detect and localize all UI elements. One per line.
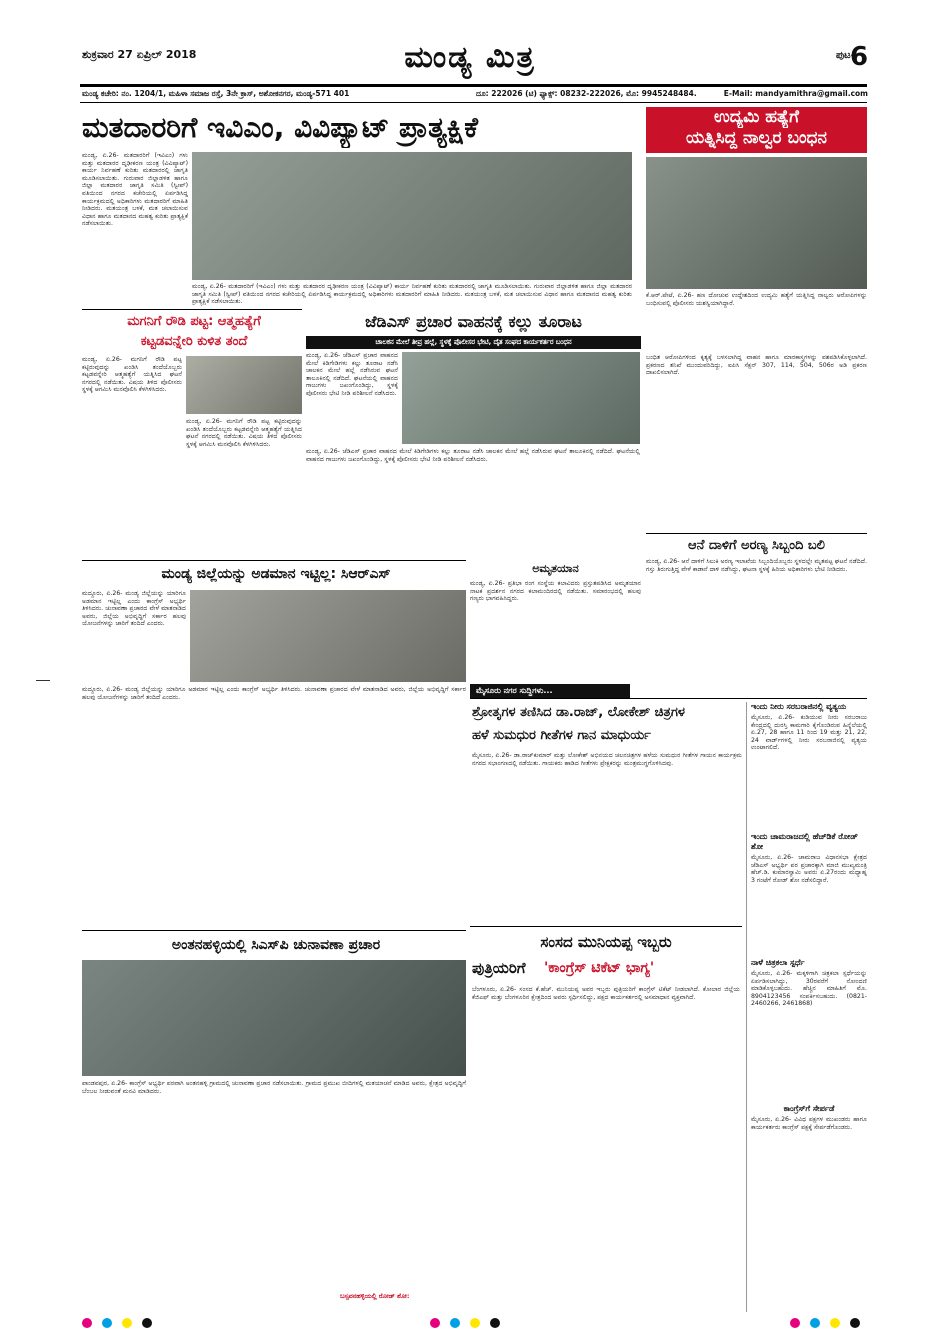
murder-caption: ಕೆ.ಆರ್.ಪೇಟೆ, ಏ.26- ಹಣ ದೋಚುವ ಉದ್ದೇಶದಿಂದ ಉದ್ಯಮಿ ಹತ್ಯೆಗೆ ಯತ್ನಿಸಿದ್ದ ನಾಲ್ವರು ಆರೋಪಿಗಳನ್ನು ಬಂಧಿಸುವಲ್ಲಿ ಪೊಲೀಸರು ಯಶಸ್ವಿಯಾಗಿದ್ದಾರೆ. xyxy=(646,292,867,307)
jds-subheadline: ಚಾಲಕನ ಮೇಲೆ ತೀವ್ರ ಹಲ್ಲೆ, ಸ್ಥಳಕ್ಕೆ ಪೊಲೀಸರ ಭೇಟಿ, ದೈತ ಸಂಘದ ಕಾರ್ಯಕರ್ತರ ಬಂಧನ xyxy=(306,336,641,349)
newspaper-title: ಮಂಡ್ಯ ಮಿತ್ರ xyxy=(404,40,536,75)
muniyappa-rule xyxy=(470,926,742,927)
cyan-dot xyxy=(102,1318,112,1328)
muniyappa-headline-2b: 'ಕಾಂಗ್ರೆಸ್ ಟಿಕೆಟ್ ಭಾಗ್ಯ' xyxy=(544,960,655,976)
address-rule xyxy=(80,102,867,103)
mysore-headline-2: ಹಳೆ ಸುಮಧುರ ಗೀತೆಗಳ ಗಾನ ಮಾಧುರ್ಯ xyxy=(472,728,651,743)
office-phone: ದೂ: 222026 (ಟಿ) ಫ್ಯಾಕ್ಸ್: 08232-222026, ಮೊ: 9945248484. xyxy=(476,89,697,98)
cyan-dot xyxy=(450,1318,460,1328)
mysore-body: ಮೈಸೂರು, ಏ.26- ಡಾ.ರಾಜ್‌ಕುಮಾರ್ ಮತ್ತು ಲೋಕೇಶ್ ಅಭಿನಯದ ಚಲನಚಿತ್ರಗಳ ಹಳೆಯ ಸುಮಧುರ ಗೀತೆಗಳ ಗಾಯನ ಕಾರ್ಯಕ್ರಮ ನಗರದ ಸಭಾಂಗಣದಲ್ಲಿ ನಡೆಯಿತು. ಗಾಯಕರು ಹಾಡಿದ ಗೀತೆಗಳು ಪ್ರೇಕ್ಷಕರನ್ನು ಮಂತ್ರಮುಗ್ಧಗೊಳಿಸಿದವು. xyxy=(472,752,742,767)
cws-body-continued: ಮದ್ದೂರು, ಏ.26- ಮಂಡ್ಯ ಜಿಲ್ಲೆಯನ್ನು ಯಾರಿಗೂ ಅಡಮಾನ ಇಟ್ಟಿಲ್ಲ ಎಂದು ಕಾಂಗ್ರೆಸ್ ಅಭ್ಯರ್ಥಿ ತಿಳಿಸಿದರು. ಚುನಾವಣಾ ಪ್ರಚಾರದ ವೇಳೆ ಮಾತನಾಡಿದ ಅವರು, ಜಿಲ್ಲೆಯ ಅಭಿವೃದ್ಧಿಗೆ ಸರ್ಕಾರ ಹಲವು ಯೋಜನೆಗಳನ್ನು ಜಾರಿಗೆ ತಂದಿದೆ ಎಂದರು. xyxy=(82,686,466,701)
suicide-body-continued: ಮಂಡ್ಯ, ಏ.26- ಮಗನಿಗೆ ರೌಡಿ ಪಟ್ಟ ಕಟ್ಟಿರುವುದನ್ನು ಖಂಡಿಸಿ ತಂದೆಯೊಬ್ಬರು ಕಟ್ಟಡವನ್ನೇರಿ ಆತ್ಮಹತ್ಯೆಗೆ ಯತ್ನಿಸಿದ ಘಟನೆ ನಗರದಲ್ಲಿ ನಡೆಯಿತು. ವಿಷಯ ತಿಳಿದ ಪೊಲೀಸರು ಸ್ಥಳಕ್ಕೆ ಆಗಮಿಸಿ ಮನವೊಲಿಸಿ ಕೆಳಗಿಳಿಸಿದರು. xyxy=(186,418,302,448)
arrested-suspects-photo xyxy=(646,157,867,289)
mysore-section-label: ಮೈಸೂರು ನಗರ ಸುದ್ದಿಗಳು... xyxy=(470,684,630,698)
office-address: ಮಂಡ್ಯ ಕಚೇರಿ: ನಂ. 1204/1, ಮಹಿಳಾ ಸಮಾಜ ರಸ್ತೆ, 3ನೇ ಕ್ರಾಸ್, ಅಶೋಕನಗರ, ಮಂಡ್ಯ-571 401 xyxy=(82,89,350,98)
evm-body-continued: ಮಂಡ್ಯ, ಏ.26- ಮತದಾರರಿಗೆ (ಇವಿಎಂ) ಗಳು ಮತ್ತು ಮತದಾರರ ದೃಢೀಕರಣ ಯಂತ್ರ (ವಿವಿಪ್ಯಾಟ್) ಕಾರ್ಯ ನಿರ್ವಹಣೆ ಕುರಿತು ಮತದಾರರಲ್ಲಿ ಜಾಗೃತಿ ಮೂಡಿಸಲಾಯಿತು. ಗುರುವಾರ ಜಿಲ್ಲಾಡಳಿತ ಹಾಗೂ ಜಿಲ್ಲಾ ಮತದಾರರ ಜಾಗೃತಿ ಸಮಿತಿ (ಸ್ವೀಪ್) ವತಿಯಿಂದ ನಗರದ ಕಚೇರಿಯಲ್ಲಿ ಏರ್ಪಡಿಸಿದ್ದ ಕಾರ್ಯಕ್ರಮದಲ್ಲಿ ಅಧಿಕಾರಿಗಳು ಮತದಾರರಿಗೆ ಮಾಹಿತಿ ನೀಡಿದರು. ಮತಯಂತ್ರ ಬಳಕೆ, ಮತ ಚಲಾಯಿಸುವ ವಿಧಾನ ಹಾಗೂ ಮತದಾನದ ಮಹತ್ವ ಕುರಿತು ಪ್ರಾತ್ಯಕ್ಷಿಕೆ ನಡೆಸಲಾಯಿತು. xyxy=(192,283,632,306)
registration-dots-right xyxy=(790,1318,870,1330)
hdk-roadshow-body: ಮೈಸೂರು, ಏ.26- ಚಾಮರಾಜ ವಿಧಾನಸಭಾ ಕ್ಷೇತ್ರದ ಜೆಡಿಎಸ್ ಅಭ್ಯರ್ಥಿ ಪರ ಪ್ರಚಾರಕ್ಕಾಗಿ ಮಾಜಿ ಮುಖ್ಯಮಂತ್ರಿ ಹೆಚ್.ಡಿ. ಕುಮಾರಸ್ವಾಮಿ ಅವರು ಏ.27ರಂದು ಮಧ್ಯಾಹ್ನ 3 ಗಂಟೆಗೆ ರೋಡ್ ಶೋ ನಡೆಸಲಿದ್ದಾರೆ. xyxy=(751,854,867,884)
black-dot xyxy=(850,1318,860,1328)
elephant-body: ಮಂಡ್ಯ, ಏ.26- ಆನೆ ದಾಳಿಗೆ ಸಿಲುಕಿ ಅರಣ್ಯ ಇಲಾಖೆಯ ಸಿಬ್ಬಂದಿಯೊಬ್ಬರು ಸ್ಥಳದಲ್ಲೇ ಮೃತಪಟ್ಟ ಘಟನೆ ನಡೆದಿದೆ. ಗಸ್ತು ತಿರುಗುತ್ತಿದ್ದ ವೇಳೆ ಕಾಡಾನೆ ದಾಳಿ ನಡೆಸಿದ್ದು, ಘಟನಾ ಸ್ಥಳಕ್ಕೆ ಹಿರಿಯ ಅಧಿಕಾರಿಗಳು ಭೇಟಿ ನೀಡಿದರು. xyxy=(646,558,867,573)
murder-headline-1: ಉದ್ಯಮಿ ಹತ್ಯೆಗೆ xyxy=(714,107,799,127)
registration-dots-center xyxy=(430,1318,510,1330)
magenta-dot xyxy=(430,1318,440,1328)
issue-date: ಶುಕ್ರವಾರ 27 ಏಪ್ರಿಲ್ 2018 xyxy=(82,48,197,61)
painting-contest-body: ಮೈಸೂರು, ಏ.26- ಮಕ್ಕಳಿಗಾಗಿ ಚಿತ್ರಕಲಾ ಸ್ಪರ್ಧೆಯನ್ನು ಏರ್ಪಡಿಸಲಾಗಿದ್ದು, 30ರವರೆಗೆ ನೋಂದಣಿ ಮಾಡಿಕೊಳ್ಳಬಹುದು. ಹೆಚ್ಚಿನ ಮಾಹಿತಿಗೆ ಮೊ. 8904123456 ಸಂಪರ್ಕಿಸಬಹುದು. (0821-2460266, 2461868) xyxy=(751,970,867,1008)
cws-headline: ಮಂಡ್ಯ ಜಿಲ್ಲೆಯನ್ನು ಅಡಮಾನ ಇಟ್ಟಿಲ್ಲ: ಸಿಆರ್‌ಎಸ್ xyxy=(161,566,391,582)
muniyappa-body: ಬೆಂಗಳೂರು, ಏ.26- ಸಂಸದ ಕೆ.ಹೆಚ್. ಮುನಿಯಪ್ಪ ಅವರ ಇಬ್ಬರು ಪುತ್ರಿಯರಿಗೆ ಕಾಂಗ್ರೆಸ್ ಟಿಕೆಟ್ ನೀಡಲಾಗಿದೆ. ಕೋಲಾರ ಜಿಲ್ಲೆಯ ಕೆಜಿಎಫ್ ಮತ್ತು ಬೆಂಗಳೂರಿನ ಕ್ಷೇತ್ರದಿಂದ ಅವರು ಸ್ಪರ್ಧಿಸಲಿದ್ದು, ಪಕ್ಷದ ಕಾರ್ಯಕರ್ತರಲ್ಲಿ ಅಸಮಾಧಾನ ವ್ಯಕ್ತವಾಗಿದೆ. xyxy=(472,986,740,1001)
murder-headline-box xyxy=(646,107,867,153)
black-dot xyxy=(142,1318,152,1328)
father-on-building-photo xyxy=(186,356,302,414)
registration-dots-left xyxy=(82,1318,162,1330)
jds-body-continued: ಮಂಡ್ಯ, ಏ.26- ಜೆಡಿಎಸ್ ಪ್ರಚಾರ ವಾಹನದ ಮೇಲೆ ಕಿಡಿಗೇಡಿಗಳು ಕಲ್ಲು ತೂರಾಟ ನಡೆಸಿ ಚಾಲಕನ ಮೇಲೆ ಹಲ್ಲೆ ನಡೆಸಿರುವ ಘಟನೆ ತಾಲೂಕಿನಲ್ಲಿ ನಡೆದಿದೆ. ಘಟನೆಯಲ್ಲಿ ವಾಹನದ ಗಾಜುಗಳು ಜಖಂಗೊಂಡಿದ್ದು, ಸ್ಥಳಕ್ಕೆ ಪೊಲೀಸರು ಭೇಟಿ ನೀಡಿ ಪರಿಶೀಲನೆ ನಡೆಸಿದರು. xyxy=(306,448,640,463)
page-label: ಪುಟ- xyxy=(836,50,855,61)
mysore-headline-1: ಶ್ರೋತೃಗಳ ತಣಿಸಿದ ಡಾ.ರಾಜ್, ಲೋಕೇಶ್ ಚಿತ್ರಗಳ xyxy=(472,705,685,720)
election-campaign-stage-photo xyxy=(82,960,466,1076)
yellow-dot xyxy=(470,1318,480,1328)
muniyappa-headline-2a: ಪುತ್ರಿಯರಿಗೆ xyxy=(472,959,526,977)
damaged-vehicle-photo xyxy=(402,352,640,444)
antanahalli-roadshow-note: ಬಸ್ಸವನಹಳ್ಳಿಯಲ್ಲಿ ರೋಡ್ ಶೋ: xyxy=(340,1292,410,1300)
jds-body: ಮಂಡ್ಯ, ಏ.26- ಜೆಡಿಎಸ್ ಪ್ರಚಾರ ವಾಹನದ ಮೇಲೆ ಕಿಡಿಗೇಡಿಗಳು ಕಲ್ಲು ತೂರಾಟ ನಡೆಸಿ ಚಾಲಕನ ಮೇಲೆ ಹಲ್ಲೆ ನಡೆಸಿರುವ ಘಟನೆ ತಾಲೂಕಿನಲ್ಲಿ ನಡೆದಿದೆ. ಘಟನೆಯಲ್ಲಿ ವಾಹನದ ಗಾಜುಗಳು ಜಖಂಗೊಂಡಿದ್ದು, ಸ್ಥಳಕ್ಕೆ ಪೊಲೀಸರು ಭೇಟಿ ನೀಡಿ ಪರಿಶೀಲನೆ ನಡೆಸಿದರು. xyxy=(306,352,398,397)
campaign-rally-photo xyxy=(190,590,466,682)
water-supply-body: ಮೈಸೂರು, ಏ.26- ಕುಡಿಯುವ ನೀರು ಸರಬರಾಜು ಕೇಂದ್ರದಲ್ಲಿ ದುರಸ್ತಿ ಕಾಮಗಾರಿ ಕೈಗೊಂಡಿರುವ ಹಿನ್ನೆಲೆಯಲ್ಲಿ ಏ.27, 28 ಹಾಗೂ 11 ರಿಂದ 19 ಮತ್ತು 21, 22, 24 ವಾರ್ಡ್‌ಗಳಲ್ಲಿ ನೀರು ಸರಬರಾಜಿನಲ್ಲಿ ವ್ಯತ್ಯಯ ಉಂಟಾಗಲಿದೆ. xyxy=(751,714,867,752)
amrutayana-body: ಮಂಡ್ಯ, ಏ.26- ಪ್ರತಿಭಾ ರಂಗ ಸಂಸ್ಥೆಯ ಕಲಾವಿದರು ಪ್ರಸ್ತುತಪಡಿಸಿದ ಅಮೃತಯಾನ ನಾಟಕ ಪ್ರದರ್ಶನ ನಗರದ ಕಲಾಮಂದಿರದಲ್ಲಿ ನಡೆಯಿತು. ಸಮಾರಂಭದಲ್ಲಿ ಹಲವು ಗಣ್ಯರು ಭಾಗವಹಿಸಿದ್ದರು. xyxy=(470,580,641,603)
antanahalli-headline: ಅಂತನಹಳ್ಳಿಯಲ್ಲಿ ಸಿಎಸ್‌ಪಿ ಚುನಾವಣಾ ಪ್ರಚಾರ xyxy=(171,937,381,953)
evm-body: ಮಂಡ್ಯ, ಏ.26- ಮತದಾರರಿಗೆ (ಇವಿಎಂ) ಗಳು ಮತ್ತು ಮತದಾರರ ದೃಢೀಕರಣ ಯಂತ್ರ (ವಿವಿಪ್ಯಾಟ್) ಕಾರ್ಯ ನಿರ್ವಹಣೆ ಕುರಿತು ಮತದಾರರಲ್ಲಿ ಜಾಗೃತಿ ಮೂಡಿಸಲಾಯಿತು. ಗುರುವಾರ ಜಿಲ್ಲಾಡಳಿತ ಹಾಗೂ ಜಿಲ್ಲಾ ಮತದಾರರ ಜಾಗೃತಿ ಸಮಿತಿ (ಸ್ವೀಪ್) ವತಿಯಿಂದ ನಗರದ ಕಚೇರಿಯಲ್ಲಿ ಏರ್ಪಡಿಸಿದ್ದ ಕಾರ್ಯಕ್ರಮದಲ್ಲಿ ಅಧಿಕಾರಿಗಳು ಮತದಾರರಿಗೆ ಮಾಹಿತಿ ನೀಡಿದರು. ಮತಯಂತ್ರ ಬಳಕೆ, ಮತ ಚಲಾಯಿಸುವ ವಿಧಾನ ಹಾಗೂ ಮತದಾನದ ಮಹತ್ವ ಕುರಿತು ಪ್ರಾತ್ಯಕ್ಷಿಕೆ ನಡೆಸಲಾಯಿತು. xyxy=(82,152,188,228)
murder-body: ಬಂಧಿತ ಆರೋಪಿಗಳಿಂದ ಕೃತ್ಯಕ್ಕೆ ಬಳಸಲಾಗಿದ್ದ ವಾಹನ ಹಾಗೂ ಮಾರಕಾಸ್ತ್ರಗಳನ್ನು ವಶಪಡಿಸಿಕೊಳ್ಳಲಾಗಿದೆ. ಪ್ರಕರಣದ ತನಿಖೆ ಮುಂದುವರಿದಿದ್ದು, ಐಪಿಸಿ ಸೆಕ್ಷನ್ 307, 114, 504, 506ರ ಅಡಿ ಪ್ರಕರಣ ದಾಖಲಿಸಲಾಗಿದೆ. xyxy=(646,354,867,377)
painting-contest-headline: ನಾಳೆ ಚಿತ್ರಕಲಾ ಸ್ಪರ್ಧೆ xyxy=(751,958,805,967)
suicide-body: ಮಂಡ್ಯ, ಏ.26- ಮಗನಿಗೆ ರೌಡಿ ಪಟ್ಟ ಕಟ್ಟಿರುವುದನ್ನು ಖಂಡಿಸಿ ತಂದೆಯೊಬ್ಬರು ಕಟ್ಟಡವನ್ನೇರಿ ಆತ್ಮಹತ್ಯೆಗೆ ಯತ್ನಿಸಿದ ಘಟನೆ ನಗರದಲ್ಲಿ ನಡೆಯಿತು. ವಿಷಯ ತಿಳಿದ ಪೊಲೀಸರು ಸ್ಥಳಕ್ಕೆ ಆಗಮಿಸಿ ಮನವೊಲಿಸಿ ಕೆಳಗಿಳಿಸಿದರು. xyxy=(82,356,182,394)
evm-demo-photo xyxy=(192,152,632,280)
office-email: E-Mail: mandyamithra@gmail.com xyxy=(723,89,868,98)
antanahalli-rule xyxy=(82,930,466,931)
muniyappa-headline-1: ಸಂಸದ ಮುನಿಯಪ್ಪ ಇಬ್ಬರು xyxy=(540,933,672,951)
magenta-dot xyxy=(790,1318,800,1328)
elephant-rule xyxy=(646,533,867,534)
yellow-dot xyxy=(830,1318,840,1328)
congress-join-headline: ಕಾಂಗ್ರೆಸ್‌ಗೆ ಸೇರ್ಪಡೆ xyxy=(783,1104,835,1113)
amrutayana-headline: ಅಮೃತಯಾನ xyxy=(532,562,579,575)
evm-headline: ಮತದಾರರಿಗೆ ಇವಿಎಂ, ವಿವಿಪ್ಯಾಟ್ ಪ್ರಾತ್ಯಕ್ಷಿಕೆ xyxy=(82,111,478,144)
antanahalli-body: ಪಾಂಡವಪುರ, ಏ.26- ಕಾಂಗ್ರೆಸ್ ಅಭ್ಯರ್ಥಿ ಪರವಾಗಿ ಅಂತನಹಳ್ಳಿ ಗ್ರಾಮದಲ್ಲಿ ಚುನಾವಣಾ ಪ್ರಚಾರ ನಡೆಸಲಾಯಿತು. ಗ್ರಾಮದ ಪ್ರಮುಖ ಬೀದಿಗಳಲ್ಲಿ ಮತಯಾಚನೆ ಮಾಡಿದ ಅವರು, ಕ್ಷೇತ್ರದ ಅಭಿವೃದ್ಧಿಗೆ ಬೆಂಬಲ ನೀಡುವಂತೆ ಮನವಿ ಮಾಡಿದರು. xyxy=(82,1080,466,1095)
mysore-sidebar xyxy=(746,702,867,1312)
mysore-rule xyxy=(470,698,867,699)
cws-rule xyxy=(82,560,466,561)
magenta-dot xyxy=(82,1318,92,1328)
masthead-rule xyxy=(80,84,867,87)
suicide-rule xyxy=(82,309,302,310)
page-number: 6 xyxy=(850,42,869,72)
suicide-headline-2: ಕಟ್ಟಡವನ್ನೇರಿ ಕುಳಿತ ತಂದೆ xyxy=(140,334,248,349)
yellow-dot xyxy=(122,1318,132,1328)
cyan-dot xyxy=(810,1318,820,1328)
black-dot xyxy=(490,1318,500,1328)
murder-headline-2: ಯತ್ನಿಸಿದ್ದ ನಾಲ್ವರ ಬಂಧನ xyxy=(686,128,827,148)
congress-join-body: ಮೈಸೂರು, ಏ.26- ವಿವಿಧ ಪಕ್ಷಗಳ ಮುಖಂಡರು ಹಾಗೂ ಕಾರ್ಯಕರ್ತರು ಕಾಂಗ್ರೆಸ್ ಪಕ್ಷಕ್ಕೆ ಸೇರ್ಪಡೆಗೊಂಡರು. xyxy=(751,1116,867,1131)
cws-body: ಮದ್ದೂರು, ಏ.26- ಮಂಡ್ಯ ಜಿಲ್ಲೆಯನ್ನು ಯಾರಿಗೂ ಅಡಮಾನ ಇಟ್ಟಿಲ್ಲ ಎಂದು ಕಾಂಗ್ರೆಸ್ ಅಭ್ಯರ್ಥಿ ತಿಳಿಸಿದರು. ಚುನಾವಣಾ ಪ್ರಚಾರದ ವೇಳೆ ಮಾತನಾಡಿದ ಅವರು, ಜಿಲ್ಲೆಯ ಅಭಿವೃದ್ಧಿಗೆ ಸರ್ಕಾರ ಹಲವು ಯೋಜನೆಗಳನ್ನು ಜಾರಿಗೆ ತಂದಿದೆ ಎಂದರು. xyxy=(82,590,186,628)
suicide-headline-1: ಮಗನಿಗೆ ರೌಡಿ ಪಟ್ಟ: ಆತ್ಮಹತ್ಯೆಗೆ xyxy=(127,314,261,329)
elephant-headline: ಆನೆ ದಾಳಿಗೆ ಅರಣ್ಯ ಸಿಬ್ಬಂದಿ ಬಲಿ xyxy=(688,538,825,553)
hdk-roadshow-headline: ಇಂದು ಚಾಮರಾಜದಲ್ಲಿ ಹೆಚ್‌ಡಿಕೆ ರೋಡ್ ಶೋ xyxy=(751,832,858,851)
water-supply-headline: ಇಂದು ನೀರು ಸರಬರಾಜಿನಲ್ಲಿ ವ್ಯತ್ಯಯ xyxy=(751,702,847,711)
jds-headline: ಜೆಡಿಎಸ್ ಪ್ರಚಾರ ವಾಹನಕ್ಕೆ ಕಲ್ಲು ತೂರಾಟ xyxy=(365,312,582,331)
crop-mark xyxy=(36,680,50,681)
